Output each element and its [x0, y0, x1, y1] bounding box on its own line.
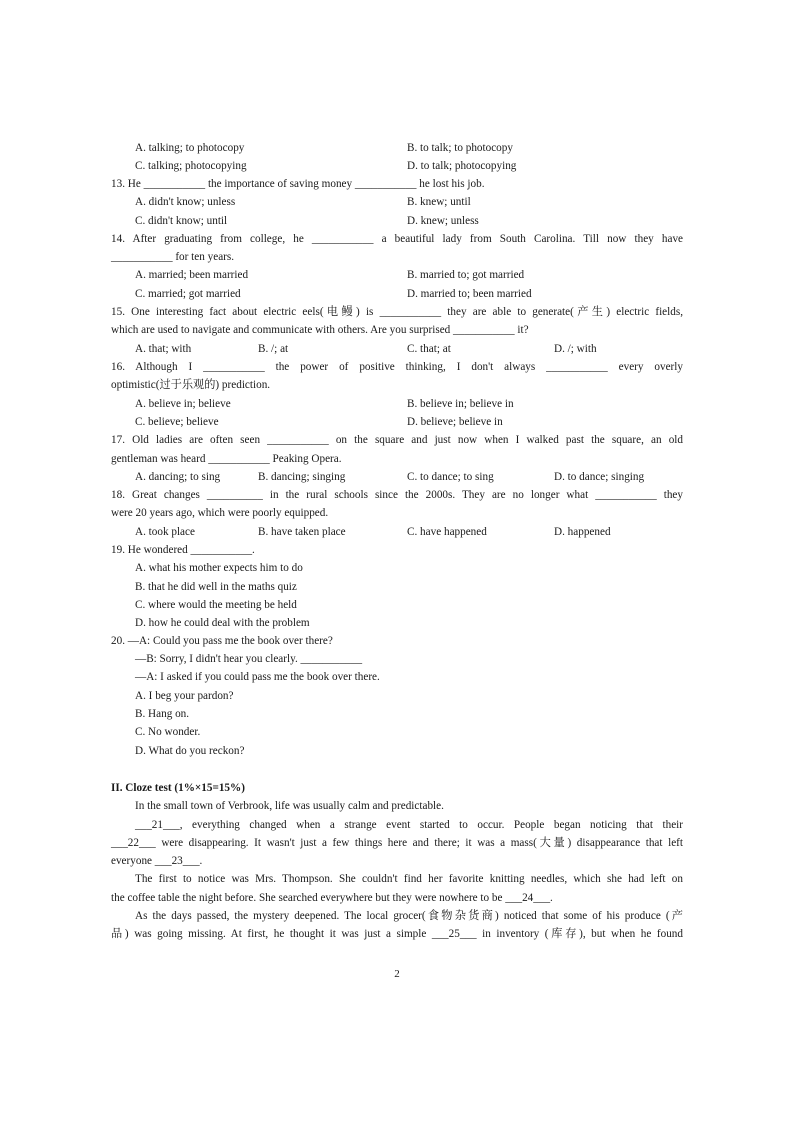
q14-option-d: D. married to; been married [407, 288, 532, 300]
q18-option-c: C. have happened [407, 526, 487, 538]
q18-stem-line1: 18. Great changes __________ in the rural schools since the 2000s. They are no longer what ___________ they [111, 489, 683, 501]
q19-option-c: C. where would the meeting be held [135, 599, 297, 611]
q13-stem: 13. He ___________ the importance of saving money ___________ he lost his job. [111, 178, 485, 190]
q17-option-d: D. to dance; singing [554, 471, 645, 483]
q16-option-b: B. believe in; believe in [407, 398, 514, 410]
q17-option-b: B. dancing; singing [258, 471, 346, 483]
q15-option-c: C. that; at [407, 343, 451, 355]
q13-option-d: D. knew; unless [407, 215, 479, 227]
q15-option-d: D. /; with [554, 343, 597, 355]
q18-stem-line2: were 20 years ago, which were poorly equipped. [111, 507, 329, 519]
q17-option-c: C. to dance; to sing [407, 471, 494, 483]
cloze-paragraph-2-line3: everyone ___23___. [111, 855, 203, 867]
q13-option-b: B. knew; until [407, 196, 471, 208]
q17-stem-line1: 17. Old ladies are often seen ___________ on the square and just now when I walked past the square, an old [111, 434, 683, 446]
q12-option-d: D. to talk; photocopying [407, 160, 517, 172]
q18-option-b: B. have taken place [258, 526, 346, 538]
q16-option-a: A. believe in; believe [135, 398, 231, 410]
cloze-paragraph-4-line2: 品) was going missing. At first, he thought it was just a simple ___25___ in inventory (库存), but when he found [111, 928, 683, 940]
q15-option-b: B. /; at [258, 343, 289, 355]
q19-option-b: B. that he did well in the maths quiz [135, 581, 297, 593]
q20-dialogue-a2: —A: I asked if you could pass me the book over there. [135, 671, 380, 683]
q16-option-d: D. believe; believe in [407, 416, 503, 428]
q19-option-a: A. what his mother expects him to do [135, 562, 303, 574]
cloze-paragraph-3-line1: The first to notice was Mrs. Thompson. She couldn't find her favorite knitting needles, which she had left on [135, 873, 683, 885]
q16-stem-line1: 16. Although I ___________ the power of positive thinking, I don't always ___________ every overly [111, 361, 683, 373]
q15-stem-line1: 15. One interesting fact about electric eels(电鳗) is ___________ they are able to generate(产生) electric fields, [111, 306, 683, 318]
q19-stem: 19. He wondered ___________. [111, 544, 255, 556]
q15-stem-line2: which are used to navigate and communicate with others. Are you surprised ___________ it? [111, 324, 529, 336]
q20-dialogue-b: —B: Sorry, I didn't hear you clearly. ___________ [135, 653, 363, 665]
cloze-heading: II. Cloze test (1%×15=15%) [111, 782, 245, 794]
page-number: 2 [394, 968, 400, 980]
cloze-paragraph-3-line2: the coffee table the night before. She searched everywhere but they were nowhere to be ___24___. [111, 892, 553, 904]
cloze-paragraph-2-line2: ___22___ were disappearing. It wasn't just a few things here and there; it was a mass(大量) disappearance that left [111, 837, 683, 849]
q12-option-b: B. to talk; to photocopy [407, 142, 513, 154]
q15-option-a: A. that; with [135, 343, 192, 355]
q20-option-b: B. Hang on. [135, 708, 190, 720]
q14-option-c: C. married; got married [135, 288, 241, 300]
cloze-paragraph-4-line1: As the days passed, the mystery deepened. The local grocer(食物杂货商) noticed that some of his produce (产 [135, 910, 683, 922]
cloze-paragraph-2-line1: ___21___, everything changed when a strange event started to occur. People began noticing that their [135, 819, 683, 831]
q12-option-c: C. talking; photocopying [135, 160, 247, 172]
q16-option-c: C. believe; believe [135, 416, 219, 428]
q14-option-b: B. married to; got married [407, 269, 525, 281]
q14-stem-line1: 14. After graduating from college, he ___________ a beautiful lady from South Carolina. Till now they have [111, 233, 683, 245]
q18-option-a: A. took place [135, 526, 195, 538]
q20-option-a: A. I beg your pardon? [135, 690, 234, 702]
q19-option-d: D. how he could deal with the problem [135, 617, 310, 629]
q13-option-a: A. didn't know; unless [135, 196, 236, 208]
q12-option-a: A. talking; to photocopy [135, 142, 245, 154]
q17-stem-line2: gentleman was heard ___________ Peaking Opera. [111, 453, 342, 465]
cloze-paragraph-1: In the small town of Verbrook, life was usually calm and predictable. [135, 800, 444, 812]
q20-option-c: C. No wonder. [135, 726, 201, 738]
q20-option-d: D. What do you reckon? [135, 745, 245, 757]
q14-stem-line2: ___________ for ten years. [111, 251, 235, 263]
q14-option-a: A. married; been married [135, 269, 249, 281]
q18-option-d: D. happened [554, 526, 611, 538]
q13-option-c: C. didn't know; until [135, 215, 228, 227]
q20-stem: 20. —A: Could you pass me the book over there? [111, 635, 333, 647]
q17-option-a: A. dancing; to sing [135, 471, 221, 483]
q16-stem-line2: optimistic(过于乐观的) prediction. [111, 379, 271, 391]
